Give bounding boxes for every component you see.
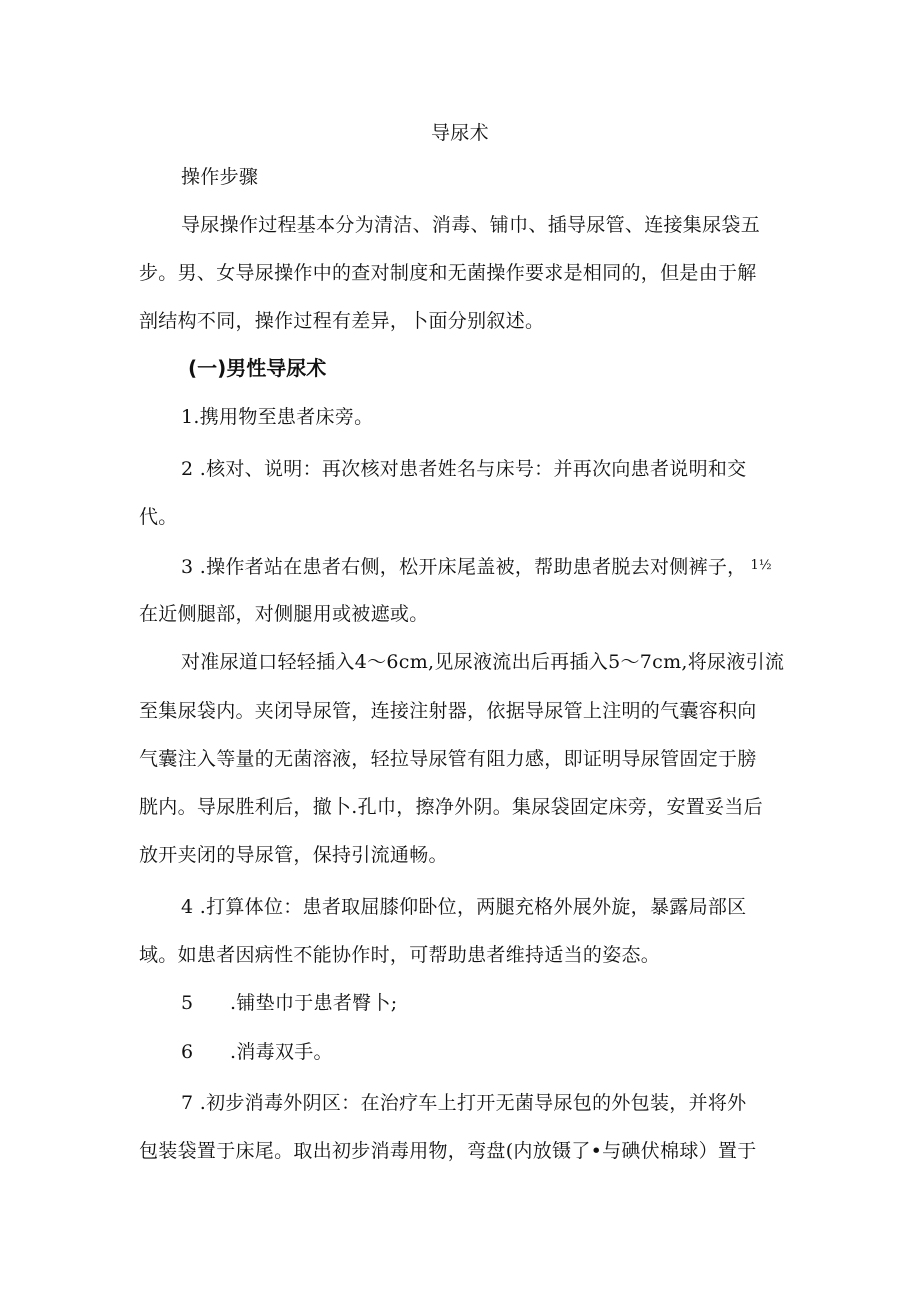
step-3-text: 3 .操作者站在患者右侧，松开床尾盖被，帮助患者脱去对侧裤子， — [181, 556, 747, 578]
step-3-line-2: 在近侧腿部，对侧腿用或被遮或。 — [139, 603, 429, 625]
step-4-line-2: 域。如患者因病性不能协作时，可帮助患者维持适当的姿态。 — [139, 944, 661, 966]
document-title: 导尿术 — [431, 122, 489, 144]
step-4-line-1: 4 .打算体位：患者取屈膝仰卧位，两腿充格外展外旋，暴露局部区 — [181, 896, 747, 918]
step-5-number: 5 — [181, 992, 194, 1014]
step-6-number: 6 — [181, 1041, 194, 1063]
step-3-line-1 — [181, 554, 772, 579]
step-1: 1.携用物至患者床旁。 — [181, 406, 374, 428]
intro-line-3: 剖结构不同，操作过程有差异，卜面分别叙述。 — [139, 310, 545, 332]
step-2-line-1: 2 .核对、说明：再次核对患者姓名与床号：并再次向患者说明和交 — [181, 458, 747, 480]
step-2-line-2: 代。 — [139, 506, 178, 528]
step-7-line-1: 7 .初步消毒外阴区：在治疗车上打开无菌导尿包的外包装，并将外 — [181, 1092, 747, 1114]
insert-line-1: 对准尿道口轻轻插入4～6cm,见尿液流出后再插入5～7cm,将尿液引流 — [181, 651, 785, 673]
section-heading: (一)男性导尿术 — [188, 356, 327, 380]
step-3-mark: 1½ — [750, 558, 772, 573]
step-7-line-2: 包装袋置于床尾。取出初步消毒用物，弯盘(内放镊了•与碘伏棉球）置于 — [139, 1140, 757, 1162]
step-6-text: .消毒双手。 — [230, 1041, 333, 1063]
document-subtitle: 操作步骤 — [181, 166, 259, 188]
insert-line-2: 至集尿袋内。夹闭导尿管，连接注射器，依据导尿管上注明的气囊容积向 — [139, 700, 757, 722]
insert-line-4: 胱内。导尿胜利后，撤卜.孔巾，擦净外阴。集尿袋固定床旁，安置妥当后 — [139, 796, 763, 818]
intro-line-1: 导尿操作过程基本分为清洁、消毒、铺巾、插导尿管、连接集尿袋五 — [181, 214, 761, 236]
step-5-text: .铺垫巾于患者臀卜; — [230, 992, 398, 1014]
insert-line-3: 气囊注入等量的无菌溶液，轻拉导尿管有阻力感，即证明导尿管固定于膀 — [139, 748, 757, 770]
insert-line-5: 放开夹闭的导尿管，保持引流通畅。 — [139, 844, 448, 866]
intro-line-2: 步。男、女导尿操作中的查对制度和无菌操作要求是相同的，但是由于解 — [139, 262, 757, 284]
